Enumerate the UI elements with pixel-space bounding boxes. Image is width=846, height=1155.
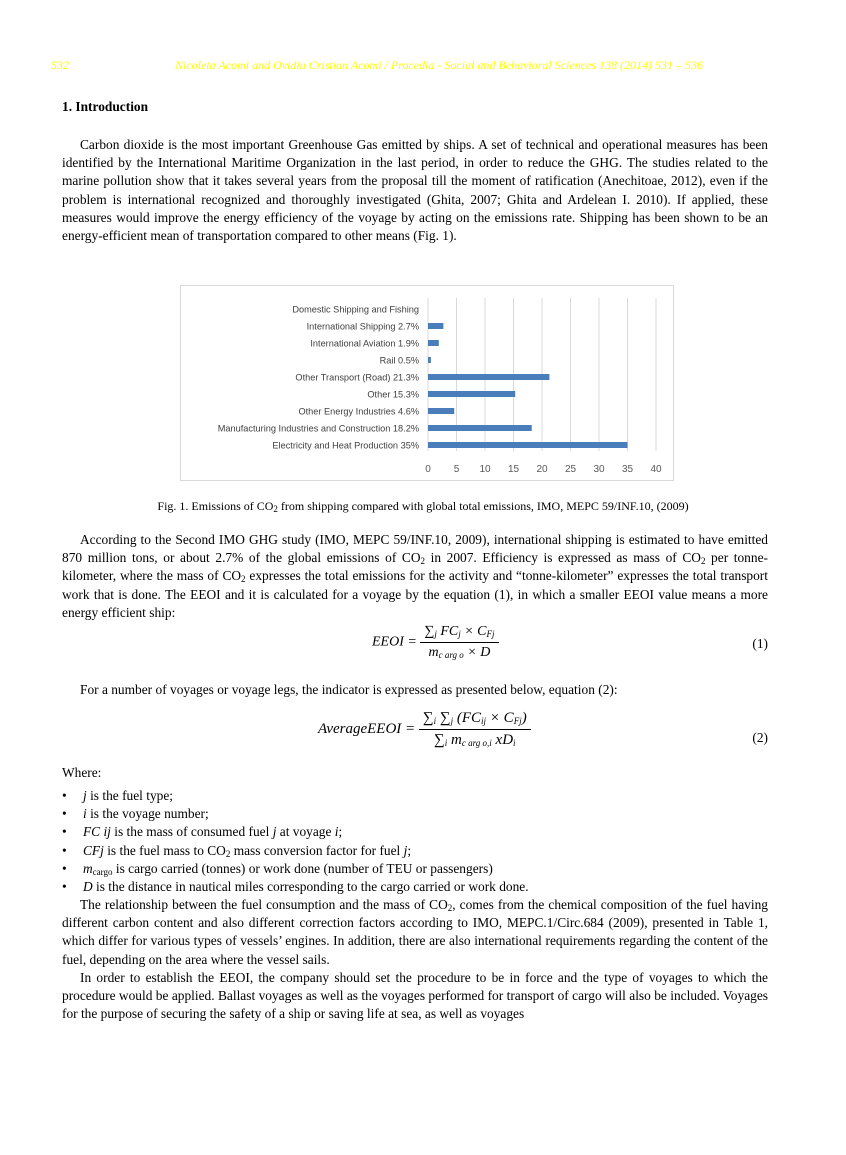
list-item [62, 878, 529, 896]
text-segment: at voyage [276, 824, 335, 840]
equation-2-number: (2) [752, 730, 768, 745]
category-label: Manufacturing Industries and Construction 18.2% [217, 423, 419, 434]
list-item [62, 787, 529, 805]
paragraph-eeoi-procedure [62, 969, 768, 1024]
eq2-lhs: AverageEEOI = [318, 720, 416, 737]
bar-chart [181, 286, 675, 482]
x-tick-label: 40 [650, 464, 662, 475]
text-segment: FC ij [83, 824, 111, 840]
bar [428, 374, 549, 380]
text-segment: 2 [420, 556, 425, 567]
text-segment: j [83, 788, 87, 803]
bar [428, 425, 532, 431]
text-segment: CFj [83, 842, 104, 858]
text-segment: is the voyage number; [86, 806, 209, 822]
eq1-lhs: EEOI = [372, 634, 417, 650]
text-segment: is the fuel mass to CO [103, 842, 226, 858]
eq2-fraction: $\frac{\sum_i \sum_j (FC_{ij} \times C_{Fj})}{\sum_i m_{c arg o,i} xD_i}$ [419, 710, 531, 749]
text-segment: Where: [62, 765, 102, 780]
text-segment: D [83, 879, 93, 895]
x-tick-label: 20 [536, 464, 548, 475]
x-tick-label: 25 [564, 464, 577, 475]
equation-1 [372, 624, 499, 661]
x-tick-label: 0 [425, 464, 431, 475]
text-segment: is the fuel type; [86, 788, 174, 803]
category-label: Other Transport (Road) 21.3% [295, 372, 419, 383]
text-segment: ; [407, 842, 412, 858]
category-label: Other Energy Industries 4.6% [298, 406, 419, 417]
text-segment: expresses the total emissions for the activity and “tonne-kilometer” expresses the total transport work that is done. The EEOI and it is calculated for a voyage by the equation (1), in which a smaller EEOI value means a more energy efficient ship: [62, 568, 768, 620]
x-tick-label: 5 [453, 464, 460, 475]
text-segment: i [334, 824, 339, 840]
bar [428, 408, 454, 414]
text-segment: j [403, 842, 408, 858]
list-item [62, 860, 529, 878]
category-label: International Shipping 2.7% [306, 321, 419, 332]
equation-1-number: (1) [752, 636, 768, 651]
text-segment: i [83, 806, 87, 822]
text-segment: mass conversion factor for fuel [230, 842, 404, 858]
text-segment: Fig. 1. Emissions of CO [157, 499, 274, 513]
text-segment: 2 [273, 504, 278, 514]
paragraph-fuel-relationship [62, 896, 768, 969]
category-label: International Aviation 1.9% [310, 338, 419, 349]
text-segment: per tonne-kilometer, where the mass of CO [62, 550, 768, 584]
text-segment: from shipping compared with global total emissions, IMO, MEPC 59/INF.10, (2009) [277, 499, 689, 513]
figure-caption [0, 499, 846, 514]
text-segment: is cargo carried (tonnes) or work done (number of TEU or passengers) [112, 860, 493, 876]
bar [428, 340, 439, 346]
bar [428, 323, 443, 329]
x-tick-label: 30 [593, 464, 605, 475]
where-label [62, 764, 768, 782]
text-segment: ; [338, 824, 343, 840]
x-tick-label: 15 [507, 464, 520, 475]
text-segment: 2 [700, 556, 706, 567]
text-segment: 2 [225, 848, 231, 859]
bar [428, 442, 628, 448]
paragraph-imo-study [62, 531, 768, 622]
text-segment: cargo [92, 866, 113, 877]
text-segment: According to the Second IMO GHG study (IMO, MEPC 59/INF.10, 2009), international shipping is estimated to have emitted 870 million tons, or about 2.7% of the global emissions of CO [62, 532, 768, 566]
list-item [62, 805, 529, 823]
text-segment: j [272, 824, 277, 840]
text-segment: , comes from the chemical composition of the fuel having different carbon content and also different correction factors according to IMO, MEPC.1/Circ.684 (2009), presented in Table 1, which differ for various types of vessels’ engines. In addition, there are also international requirements regarding the content of the fuel, depending on the area where the vessel sails. [62, 897, 768, 967]
category-label: Rail 0.5% [379, 355, 419, 366]
text-segment: The relationship between the fuel consumption and the mass of CO [80, 897, 448, 912]
text-segment: is the distance in nautical miles corresponding to the cargo carried or work done. [92, 879, 529, 895]
x-tick-label: 10 [479, 464, 491, 475]
text-segment: in 2007. Efficiency is expressed as mass of CO [425, 550, 701, 566]
category-label: Domestic Shipping and Fishing [292, 304, 419, 315]
equation-2 [318, 710, 531, 749]
list-item [62, 842, 529, 860]
eq1-fraction: $\frac{\sum_j FC_j \times C_{Fj}}{m_{c arg o} \times D}$ [420, 624, 498, 661]
x-tick-label: 35 [621, 464, 634, 475]
category-label: Other 15.3% [367, 389, 419, 400]
paragraph-average [62, 681, 768, 699]
text-segment: 2 [447, 903, 453, 913]
text-segment: m [83, 860, 93, 876]
category-label: Electricity and Heat Production 35% [272, 440, 419, 451]
page-number: 532 [51, 58, 69, 72]
running-title: Nicoleta Acomi and Ovidiu Cristian Acomi / Procedia - Social and Behavioral Sciences 138 (2014) 531 – 536 [175, 58, 704, 72]
text-segment: 2 [241, 574, 246, 585]
text-segment: In order to establish the EEOI, the company should set the procedure to be in force and the type of voyages to which the procedure would be applied. Ballast voyages as well as the voyages performed for transport of cargo will also be included. Voyages for the purpose of securing the safety of a ship or saving life at sea, as well as voyages [62, 970, 768, 1022]
text-segment: For a number of voyages or voyage legs, the indicator is expressed as presented below, equation (2): [80, 682, 618, 697]
bar [428, 391, 515, 397]
text-segment: Carbon dioxide is the most important Greenhouse Gas emitted by ships. A set of technical and operational measures has been identified by the International Maritime Organization in the last period, in order to reduce the GHG. The studies related to the marine pollution show that it takes several years from the proposal till the moment of ratification (Anechitoae, 2012), even if the problem is international recognized and thoroughly investigated (Ghita, 2007; Ghita and Ardelean I. 2010). If applied, these measures would improve the energy efficiency of the voyage by acting on the emissions rate. Shipping has been shown to be an energy-efficient mean of transportation compared to other means (Fig. 1). [62, 137, 768, 244]
paragraph-intro [62, 136, 768, 245]
variable-definitions-list [62, 787, 529, 896]
section-heading: 1. Introduction [62, 99, 149, 114]
text-segment: is the mass of consumed fuel [110, 824, 273, 840]
list-item [62, 823, 529, 841]
figure-1-chart [180, 285, 674, 481]
bar [428, 357, 431, 363]
